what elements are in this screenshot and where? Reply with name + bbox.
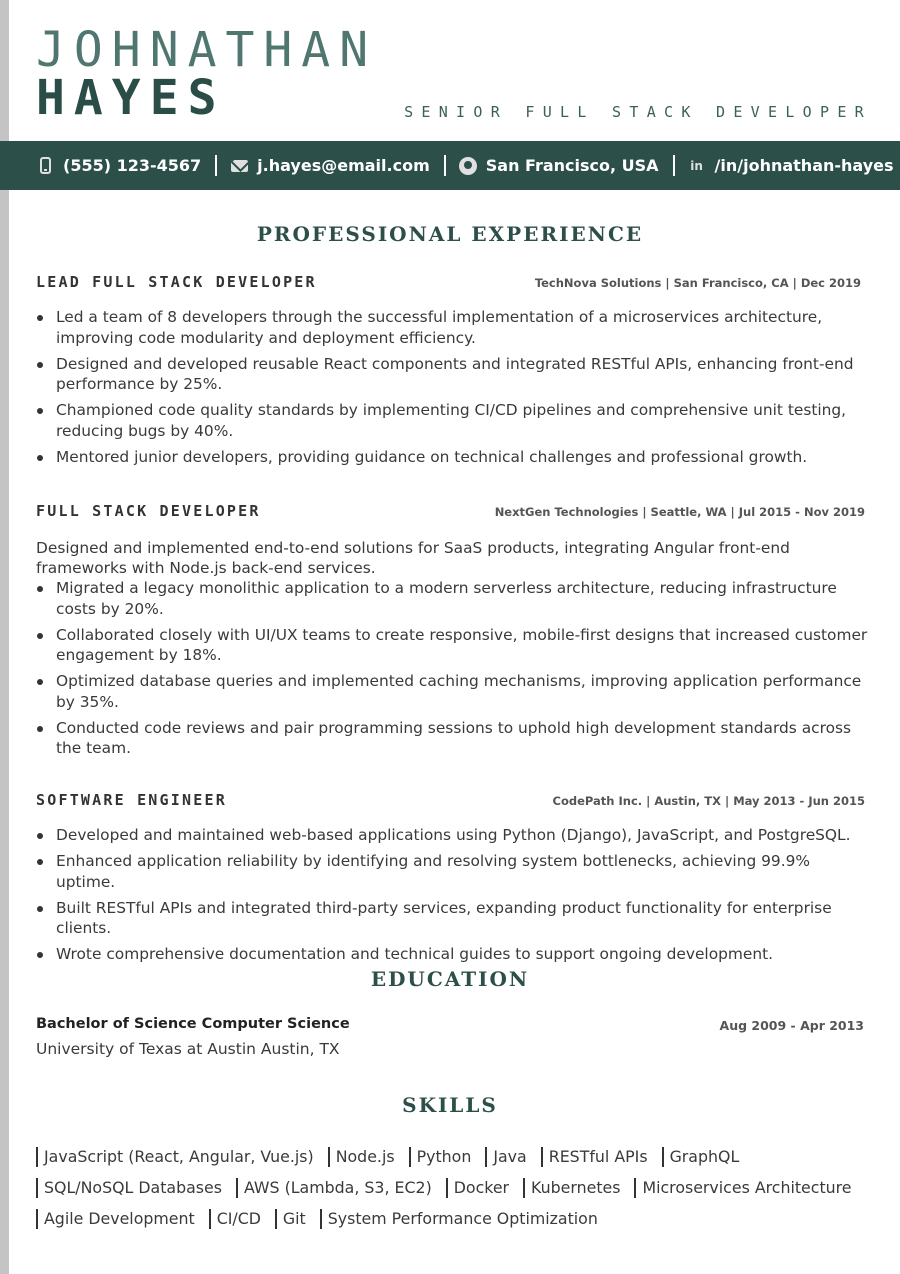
job-title: SENIOR FULL STACK DEVELOPER (404, 103, 872, 121)
skill-tag: CI/CD (209, 1209, 261, 1229)
job-summary: Designed and implemented end-to-end solutions for SaaS products, integrating Angular front-end frameworks with Node.js back-end services. (36, 539, 790, 577)
contact-linkedin[interactable] (688, 156, 894, 176)
job-meta: NextGen Technologies | Seattle, WA | Jul 2015 - Nov 2019 (494, 505, 865, 519)
skill-tag: GraphQL (662, 1147, 740, 1167)
bullet-item: Developed and maintained web-based applications using Python (Django), JavaScript, and PostgreSQL. (36, 825, 868, 846)
skill-tag: Docker (446, 1178, 509, 1198)
bullet-item: Migrated a legacy monolithic application to a modern serverless architecture, reducing infrastructure costs by 20%. (36, 578, 868, 619)
contact-phone (36, 156, 201, 176)
phone-icon (36, 156, 54, 176)
skill-tag: Agile Development (36, 1209, 195, 1229)
education-school: University of Texas at Austin Austin, TX (36, 1040, 340, 1058)
job-header (36, 502, 868, 522)
job-entry (36, 791, 868, 970)
skill-tag: AWS (Lambda, S3, EC2) (236, 1178, 432, 1198)
skills-row (36, 1172, 866, 1203)
contact-divider (673, 155, 675, 176)
linkedin-icon: in (690, 158, 703, 173)
last-name: HAYES (36, 70, 226, 126)
experience-heading: PROFESSIONAL EXPERIENCE (256, 222, 644, 246)
email-icon (230, 156, 248, 176)
contact-bar (0, 141, 900, 190)
bullet-item: Led a team of 8 developers through the successful implementation of a microservices architecture, improving code modularity and deployment efficiency. (36, 307, 868, 348)
contact-email[interactable] (230, 156, 430, 176)
bullet-item: Enhanced application reliability by identifying and resolving system bottlenecks, achieving 99.9% uptime. (36, 851, 868, 892)
linkedin-text[interactable]: /in/johnathan-hayes (714, 156, 894, 175)
job-bullets (36, 825, 868, 965)
job-role: LEAD FULL STACK DEVELOPER (36, 273, 317, 291)
left-accent-bar (0, 0, 9, 1274)
education-entry (36, 1016, 864, 1058)
bullet-item: Wrote comprehensive documentation and technical guides to support ongoing development. (36, 944, 868, 965)
bullet-item: Championed code quality standards by implementing CI/CD pipelines and comprehensive unit testing, reducing bugs by 40%. (36, 400, 868, 441)
bullet-item: Collaborated closely with UI/UX teams to create responsive, mobile-first designs that increased customer engagement by 18%. (36, 625, 868, 666)
bullet-item: Optimized database queries and implemented caching mechanisms, improving application performance by 35%. (36, 671, 868, 712)
skill-tag: Java (485, 1147, 526, 1167)
job-header (36, 273, 868, 293)
skills-heading: SKILLS (402, 1093, 498, 1117)
skills-row (36, 1203, 866, 1234)
bullet-item: Designed and developed reusable React components and integrated RESTful APIs, enhancing front-end performance by 25%. (36, 354, 868, 395)
email-text[interactable]: j.hayes@email.com (257, 156, 430, 175)
bullet-item: Conducted code reviews and pair programming sessions to uphold high development standards across the team. (36, 718, 868, 759)
location-text: San Francisco, USA (485, 156, 659, 175)
skill-tag: JavaScript (React, Angular, Vue.js) (36, 1147, 314, 1167)
skill-tag: Kubernetes (523, 1178, 620, 1198)
contact-divider (215, 155, 217, 176)
education-degree: Bachelor of Science Computer Science (36, 1016, 350, 1032)
job-entry (36, 502, 868, 764)
location-icon (459, 156, 477, 176)
job-role: SOFTWARE ENGINEER (36, 791, 227, 809)
job-bullets (36, 578, 868, 759)
skill-tag: Python (409, 1147, 472, 1167)
skill-tag: Git (275, 1209, 306, 1229)
job-entry (36, 273, 868, 473)
skill-tag: Node.js (328, 1147, 395, 1167)
first-name: JOHNATHAN (36, 22, 378, 78)
phone-text: (555) 123-4567 (63, 156, 202, 175)
skill-tag: SQL/NoSQL Databases (36, 1178, 222, 1198)
job-meta: CodePath Inc. | Austin, TX | May 2013 - Jun 2015 (552, 794, 865, 808)
bullet-item: Built RESTful APIs and integrated third-party services, expanding product functionality for enterprise clients. (36, 898, 868, 939)
job-role: FULL STACK DEVELOPER (36, 502, 261, 520)
skill-tag: RESTful APIs (541, 1147, 648, 1167)
job-header (36, 791, 868, 811)
skill-tag: System Performance Optimization (320, 1209, 598, 1229)
job-meta: TechNova Solutions | San Francisco, CA | Dec 2019 (534, 276, 861, 290)
candidate-name (36, 22, 378, 126)
skills-row (36, 1141, 866, 1172)
skill-tag: Microservices Architecture (634, 1178, 851, 1198)
contact-location (459, 156, 659, 176)
education-dates: Aug 2009 - Apr 2013 (719, 1018, 864, 1033)
skills-list (36, 1141, 866, 1234)
job-bullets (36, 307, 868, 467)
education-heading: EDUCATION (370, 967, 530, 991)
bullet-item: Mentored junior developers, providing guidance on technical challenges and professional growth. (36, 447, 868, 468)
contact-divider (444, 155, 446, 176)
